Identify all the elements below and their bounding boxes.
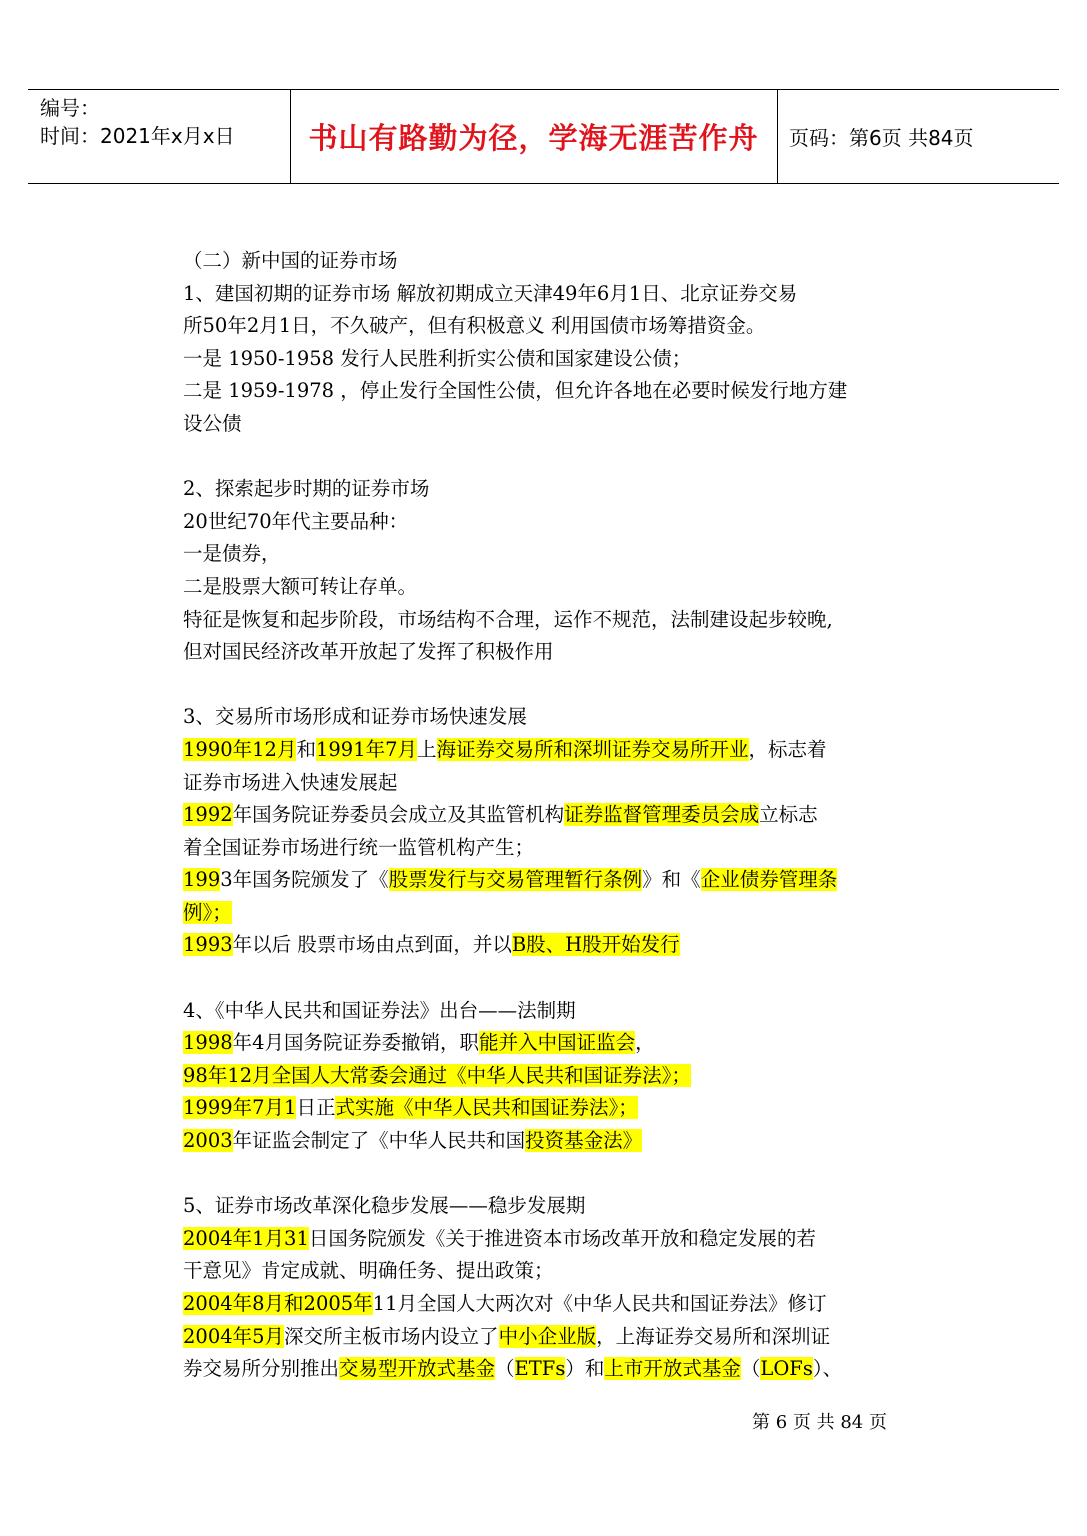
text-line [183,929,905,962]
highlighted-text: 例》； [183,900,232,924]
header-motto-cell [290,90,778,183]
highlighted-text: 股票发行与交易管理暂行条例 [388,868,643,892]
text-segment: ，标志着 [748,737,827,761]
highlighted-text: 证券监督管理委员会成 [564,803,760,827]
blank-line [183,1158,905,1191]
text-segment: 但对国民经济改革开放起了发挥了积极作用 [183,640,554,664]
text-line [183,636,905,669]
text-segment: 立标志 [759,803,818,827]
text-line [183,701,905,734]
text-line [183,1255,905,1288]
text-segment: 深交所主板市场内设立了 [284,1324,499,1348]
text-segment: 一是 1950-1958 发行人民胜利折实公债和国家建设公债； [183,346,692,370]
text-segment: 和 [296,737,316,761]
highlighted-text: B股、H股开始发行 [511,933,680,957]
text-segment: 4、《中华人民共和国证券法》出台——法制期 [183,998,576,1022]
text-segment: 特征是恢复和起步阶段，市场结构不合理，运作不规范，法制建设起步较晚, [183,607,833,631]
text-segment: 2、探索起步时期的证券市场 [183,477,430,501]
text-segment: 日国务院颁发《关于推进资本市场改革开放和稳定发展的若 [308,1226,816,1250]
text-segment: 上 [417,737,437,761]
highlighted-text: 1990年12月 [183,737,297,761]
text-segment: 1、建国初期的证券市场 解放初期成立天津49年6月1日、北京证券交易 [183,281,798,305]
highlighted-text: 能并入中国证监会 [479,1031,636,1055]
text-line [183,995,905,1028]
text-segment: 年以后 股票市场由点到面，并以 [232,933,512,957]
highlighted-text: 交易型开放式基金 [339,1357,496,1381]
text-segment: 着全国证券市场进行统一监管机构产生； [183,835,535,859]
text-line [183,604,905,637]
header-page-cell [777,90,1059,183]
text-segment: 5、证券市场改革深化稳步发展——稳步发展期 [183,1194,586,1218]
highlighted-text: 1991年7月 [315,737,418,761]
text-segment: 一是债券， [183,542,281,566]
text-segment: ，上海证券交易所和深圳证 [596,1324,831,1348]
highlighted-text: 上市开放式基金 [604,1357,741,1381]
highlighted-text: 2004年8月和2005年 [183,1292,373,1315]
text-segment: 》和《 [642,868,701,892]
text-segment: 二是 1959-1978 ，停止发行全国性公债，但允许各地在必要时候发行地方建 [183,379,848,403]
text-segment: 3年国务院颁发了《 [220,868,389,892]
text-line [183,506,905,539]
text-segment: 券交易所分别推出 [183,1357,340,1381]
text-segment: ， [635,1031,655,1055]
text-line [183,310,905,343]
text-line [183,408,905,441]
text-line [183,1125,905,1158]
blank-line [183,669,905,702]
text-line [183,245,905,278]
text-segment: 3、交易所市场形成和证券市场快速发展 [183,705,527,729]
text-segment: 年国务院证券委员会成立及其监管机构 [232,803,565,827]
highlighted-text: 98年12月全国人大常委会通过《中华人民共和国证券法》； [183,1063,691,1087]
text-segment: ）、 [812,1357,843,1381]
text-line [183,1223,905,1256]
text-segment: 年证监会制定了《中华人民共和国 [232,1129,526,1153]
highlighted-text: 1992 [183,803,233,827]
text-line [183,734,905,767]
highlighted-text: 企业债券管理条 [700,868,838,892]
text-line [183,799,905,832]
highlighted-text: ETFs [514,1357,566,1381]
highlighted-text: 海证券交易所和深圳证券交易所开业 [436,737,749,761]
text-line [183,1060,905,1093]
text-line [183,343,905,376]
text-line [183,571,905,604]
highlighted-text: 199 [183,868,221,892]
text-segment: 20世纪70年代主要品种： [183,509,409,533]
text-line [183,278,905,311]
highlighted-text: 投资基金法》 [525,1129,643,1153]
text-segment: ）和 [565,1357,605,1381]
document-body [183,245,905,1386]
doc-number-label: 编号： [40,96,100,120]
header-motto: 书山有路勤为径，学海无涯苦作舟 [308,121,759,155]
text-line [183,832,905,865]
text-line [183,897,905,930]
blank-line [183,441,905,474]
highlighted-text: 2003 [183,1129,233,1153]
text-segment: （二）新中国的证券市场 [183,249,398,272]
text-line [183,864,905,897]
text-line [183,375,905,408]
header-page-label: 页码：第6页 共84页 [789,126,974,150]
text-line [183,473,905,506]
text-segment: 设公债 [183,411,242,435]
text-segment: 11月全国人大两次对《中华人民共和国证券法》修订 [372,1292,827,1315]
highlighted-text: 1999年7月1 [183,1096,297,1120]
text-segment: （ [495,1357,515,1381]
header-info-cell [28,90,291,183]
text-line [183,1321,905,1354]
text-line [183,767,905,800]
text-line [183,1190,905,1223]
page-header [28,89,1059,184]
text-line [183,1092,905,1125]
text-segment: 年4月国务院证券委撤销，职 [232,1031,480,1055]
text-line [183,1027,905,1060]
text-segment: 日正 [296,1096,336,1120]
text-segment: （ [740,1357,761,1381]
text-line [183,1288,905,1321]
text-segment: 所50年2月1日，不久破产，但有积极意义 利用国债市场筹措资金。 [183,314,766,338]
blank-line [183,962,905,995]
doc-time-label: 时间：2021年x月x日 [40,124,235,148]
highlighted-text: 式实施《中华人民共和国证券法》； [335,1096,638,1120]
highlighted-text: LOFs [760,1357,813,1381]
text-line [183,1353,905,1386]
text-line [183,538,905,571]
text-segment: 证券市场进入快速发展起 [183,770,398,794]
highlighted-text: 1993 [183,933,233,957]
text-segment: 干意见》肯定成就、明确任务、提出政策； [183,1259,554,1283]
text-segment: 二是股票大额可转让存单。 [183,574,418,598]
highlighted-text: 2004年1月31 [183,1226,309,1250]
highlighted-text: 中小企业版 [498,1324,597,1348]
highlighted-text: 2004年5月 [183,1324,285,1348]
page-footer: 第 6 页 共 84 页 [752,1412,887,1433]
highlighted-text: 1998 [183,1031,233,1055]
